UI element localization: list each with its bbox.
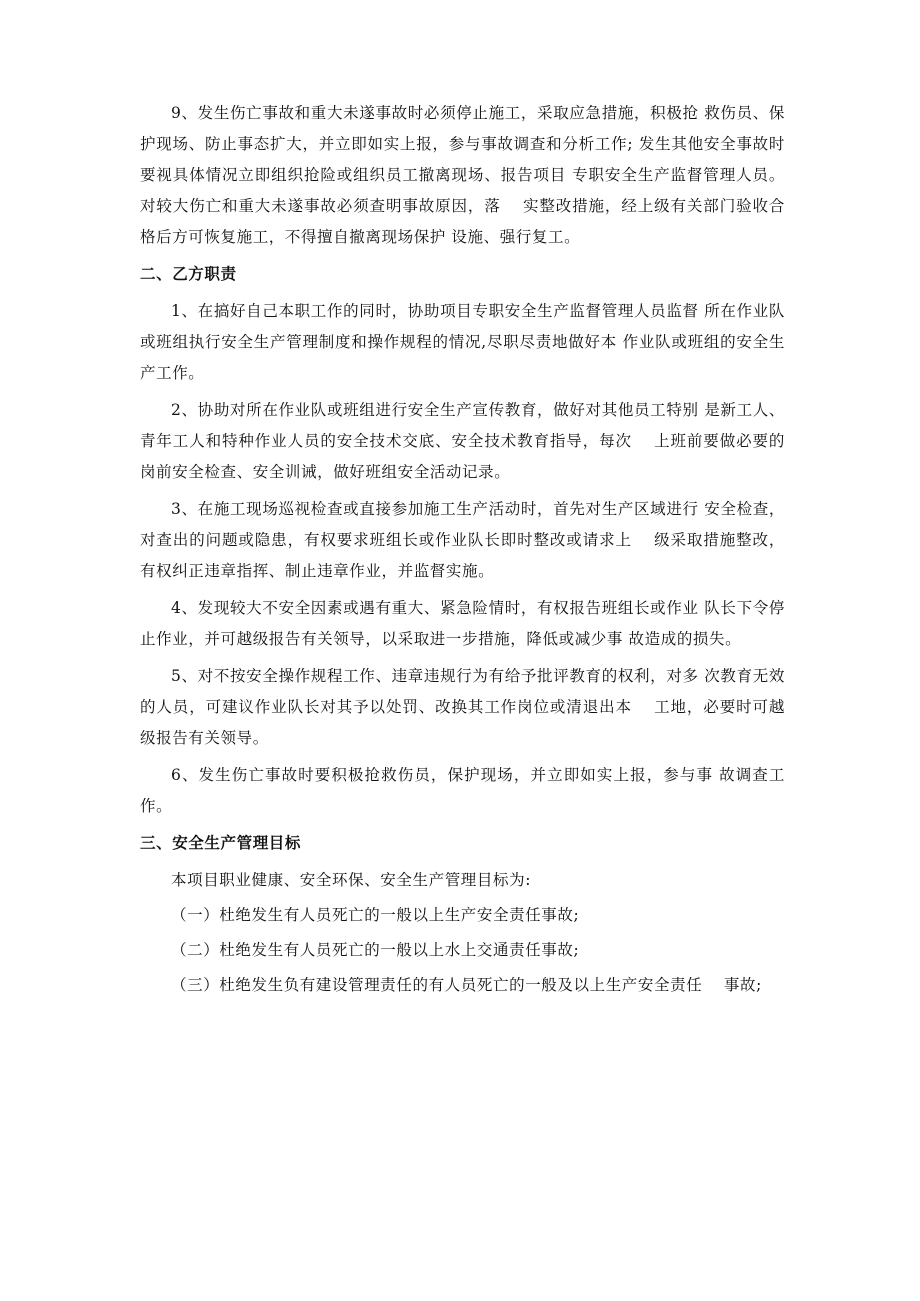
- section-heading-party-b-duties: 二、乙方职责: [140, 265, 237, 283]
- duty-item-5: 5、对不按安全操作规程工作、违章违规行为有给予批评教育的权利，对多 次教育无效的人员，可建议作业队长对其予以处罚、改换其工作岗位或清退出本 工地，必要时可越级报告有关领导。: [140, 667, 785, 747]
- duty-item-3: 3、在施工现场巡视检查或直接参加施工生产活动时，首先对生产区域进行 安全检查，对查出的问题或隐患，有权要求班组长或作业队长即时整改或请求上 级采取措施整改，有权纠正违章指挥、制止违章作业，并监督实施。: [140, 500, 785, 580]
- goal-item-1: （一）杜绝发生有人员死亡的一般以上生产安全责任事故;: [171, 906, 580, 924]
- duty-item-1: 1、在搞好自己本职工作的同时，协助项目专职安全生产监督管理人员监督 所在作业队或班组执行安全生产管理制度和操作规程的情况,尽职尽责地做好本 作业队或班组的安全生产工作。: [140, 302, 785, 382]
- goals-intro: 本项目职业健康、安全环保、安全生产管理目标为:: [171, 871, 532, 889]
- goal-item-2: （二）杜绝发生有人员死亡的一般以上水上交通责任事故;: [171, 941, 580, 959]
- section-heading-safety-goals: 三、安全生产管理目标: [140, 834, 302, 852]
- paragraph-item-9: 9、发生伤亡事故和重大未遂事故时必须停止施工，采取应急措施，积极抢 救伤员、保护现场、防止事态扩大，并立即如实上报，参与事故调查和分析工作; 发生其他安全事故时要视具体情况立即组织抢险或组织员工撤离现场、报告项目 专职安全生产监督管理人员。对较大伤亡和重大未遂事故必须查明事故原因，落 实整改措施，经上级有关部门验收合格后方可恢复施工，不得擅自撤离现场保护 设施、强行复工。: [140, 104, 785, 246]
- duty-item-4: 4、发现较大不安全因素或遇有重大、紧急险情时，有权报告班组长或作业 队长下令停止作业，并可越级报告有关领导，以采取进一步措施，降低或减少事 故造成的损失。: [140, 599, 785, 648]
- document-page: [140, 98, 785, 1005]
- goal-item-3: （三）杜绝发生负有建设管理责任的有人员死亡的一般及以上生产安全责任 事故;: [171, 976, 762, 994]
- duty-item-2: 2、协助对所在作业队或班组进行安全生产宣传教育，做好对其他员工特别 是新工人、青年工人和特种作业人员的安全技术交底、安全技术教育指导，每次 上班前要做必要的岗前安全检查、安全训诫，做好班组安全活动记录。: [140, 401, 785, 481]
- duty-item-6: 6、发生伤亡事故时要积极抢救伤员，保护现场，并立即如实上报，参与事 故调查工作。: [140, 766, 785, 815]
